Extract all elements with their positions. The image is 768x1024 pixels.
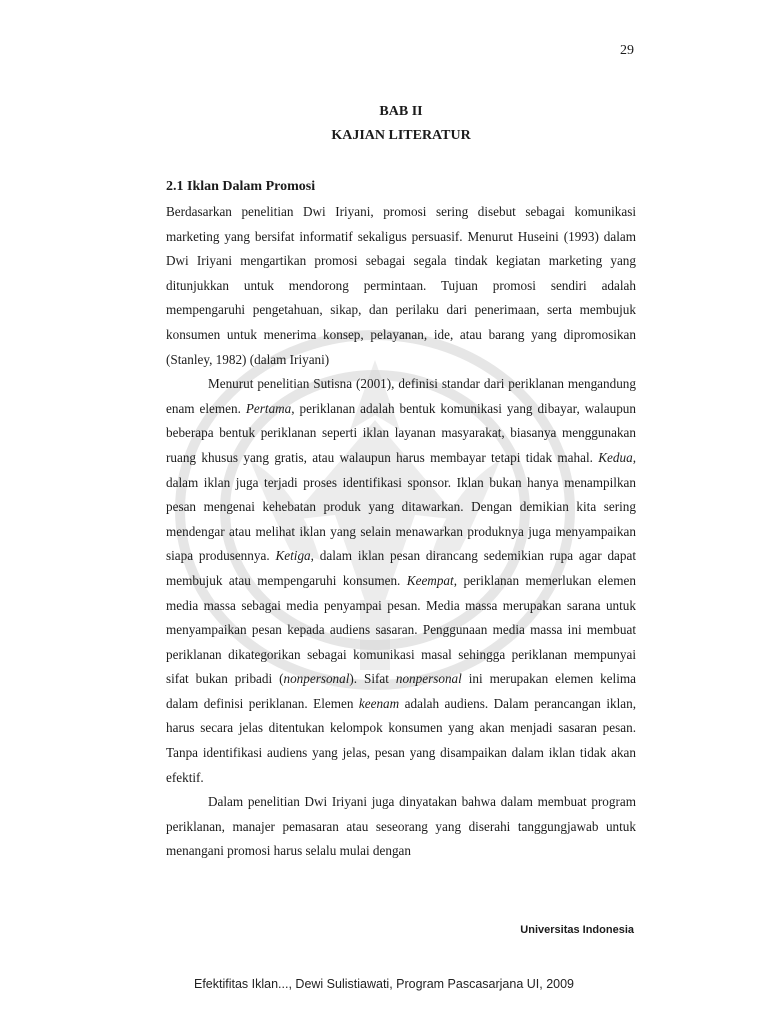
institution-footer: Universitas Indonesia	[520, 924, 634, 936]
section-heading: 2.1 Iklan Dalam Promosi	[166, 179, 316, 194]
emphasis-nonpersonal: nonpersonal	[283, 671, 350, 687]
paragraph-2-text: adalah audiens. Dalam perancangan iklan, harus secara jelas ditentukan kelompok konsumen yang akan menjadi sasaran pesan. Tanpa identifikasi audiens yang jelas, pesan yang disampaikan dalam iklan tidak akan efektif.	[166, 695, 636, 785]
paragraph-2-text: ). Sifat	[349, 671, 396, 687]
emphasis-ketiga: Ketiga	[275, 548, 311, 564]
paragraph-2-text: , periklanan memerlukan elemen media massa sebagai media penyampai pesan. Media massa merupakan sarana untuk menyampaikan pesan kepada audiens sasaran. Penggunaan media massa ini membuat periklanan dikategorikan sebagai komunikasi masal sehingga periklanan mempunyai sifat bukan pribadi (	[166, 572, 636, 687]
paragraph-2-text: Menurut penelitian Sutisna (2001), definisi standar dari periklanan mengandung enam elemen.	[166, 376, 636, 416]
paragraph-2-text: ini merupakan elemen kelima dalam definisi periklanan. Elemen	[166, 671, 636, 711]
paragraph-2-text: , dalam iklan pesan dirancang sedemikian rupa agar dapat membujuk atau mempengaruhi konsumen.	[166, 548, 636, 588]
paragraph-2-text: , periklanan adalah bentuk komunikasi yang dibayar, walaupun beberapa bentuk periklanan seperti iklan layanan masyarakat, biasanya menggunakan ruang khusus yang gratis, atau walaupun harus membayar tetapi tidak mahal.	[166, 400, 636, 465]
chapter-label: BAB II	[379, 104, 423, 119]
emphasis-kedua: Kedua	[598, 449, 633, 465]
emphasis-keenam: keenam	[358, 695, 400, 711]
paragraph-3: Dalam penelitian Dwi Iriyani juga dinyatakan bahwa dalam membuat program periklanan, manajer pemasaran atau seseorang yang diserahi tanggungjawab untuk menangani promosi harus selalu mulai dengan	[166, 794, 636, 859]
paragraph-1: Berdasarkan penelitian Dwi Iriyani, promosi sering disebut sebagai komunikasi marketing yang bersifat informatif sekaligus persuasif. Menurut Huseini (1993) dalam Dwi Iriyani mengartikan promosi sebagai segala tindak kegiatan marketing yang ditunjukkan untuk mendorong permintaan. Tujuan promosi sendiri adalah mempengaruhi pengetahuan, sikap, dan perilaku dari penerimaan, serta membujuk konsumen untuk menerima konsep, pelayanan, ide, atau barang yang dipromosikan (Stanley, 1982) (dalam Iriyani)	[166, 204, 636, 367]
emphasis-keempat: Keempat	[406, 572, 454, 588]
citation-footer: Efektifitas Iklan..., Dewi Sulistiawati, Program Pascasarjana UI, 2009	[193, 977, 575, 991]
body-text	[166, 200, 636, 864]
page-number: 29	[620, 43, 634, 58]
chapter-title: KAJIAN LITERATUR	[331, 128, 471, 143]
paragraph-2	[166, 372, 636, 790]
emphasis-nonpersonal: nonpersonal	[395, 671, 462, 687]
paragraph-2-text: , dalam iklan juga terjadi proses identifikasi sponsor. Iklan bukan hanya menampilkan pesan mengenai kehebatan produk yang ditawarkan. Dengan demikian kita sering mendengar atau melihat iklan yang selain menawarkan produknya juga menyampaikan siapa produsennya.	[166, 449, 636, 564]
emphasis-pertama: Pertama	[245, 400, 292, 416]
